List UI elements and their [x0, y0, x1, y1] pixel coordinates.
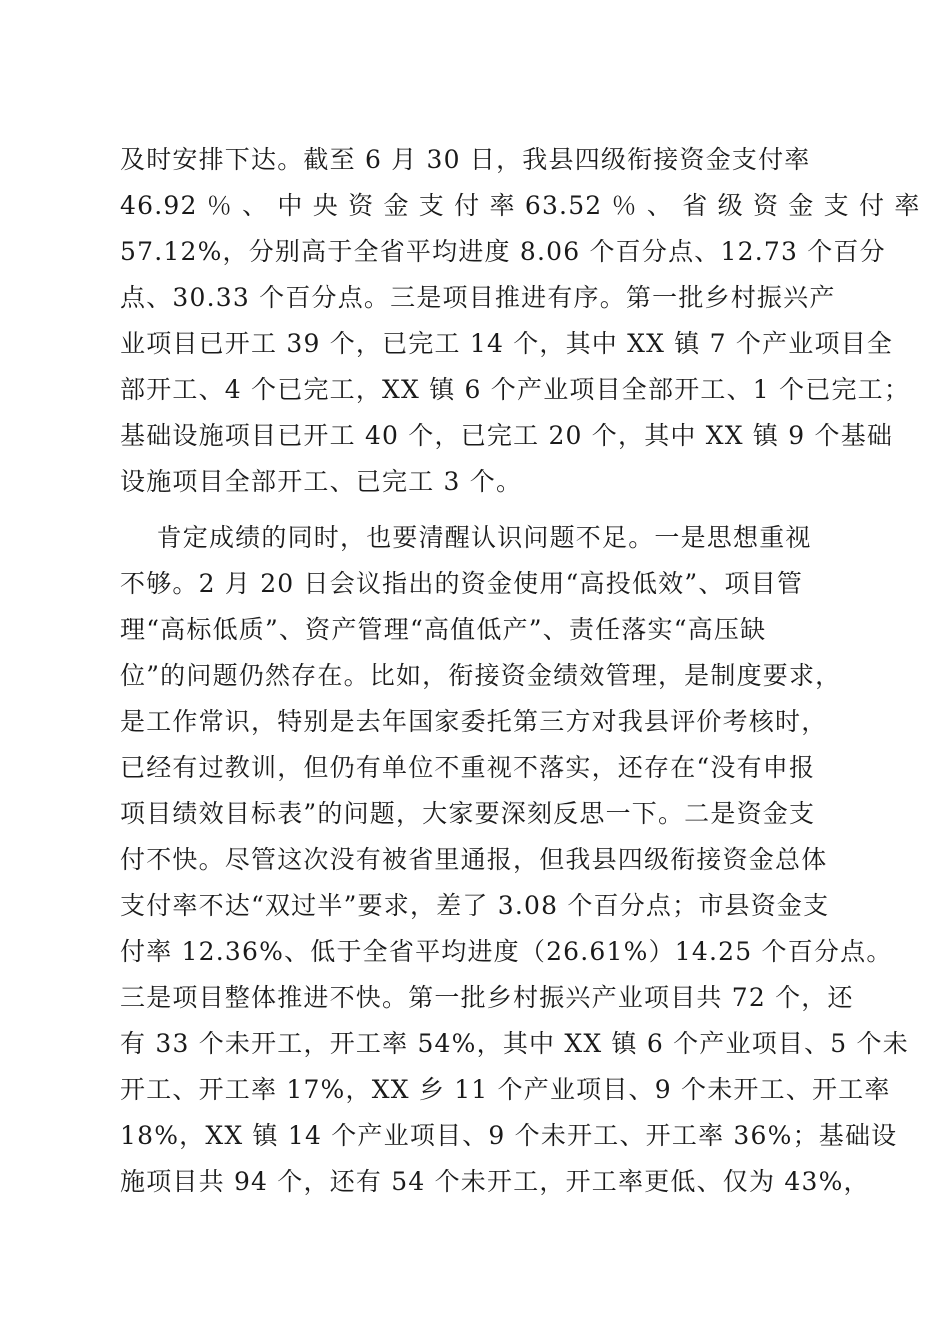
text-line: 支付率不达“双过半”要求，差了 3.08 个百分点；市县资金支 — [120, 891, 830, 920]
document-body — [120, 137, 921, 1205]
paragraph-2 — [120, 515, 909, 1205]
text-line: 三是项目整体推进不快。第一批乡村振兴产业项目共 72 个，还 — [120, 983, 854, 1012]
text-line: 不够。2 月 20 日会议指出的资金使用“高投低效”、项目管 — [120, 569, 804, 598]
text-line: 已经有过教训，但仍有单位不重视不落实，还存在“没有申报 — [120, 753, 816, 782]
text-line: 付不快。尽管这次没有被省里通报，但我县四级衔接资金总体 — [120, 845, 828, 874]
text-line: 点、30.33 个百分点。三是项目推进有序。第一批乡村振兴产 — [120, 283, 836, 312]
text-line: 是工作常识，特别是去年国家委托第三方对我县评价考核时， — [120, 707, 828, 736]
text-line: 基础设施项目已开工 40 个，已完工 20 个，其中 XX 镇 9 个基础 — [120, 421, 894, 450]
text-line: 46.92 ％ 、 中 央 资 金 支 付 率 63.52 ％ 、 省 级 资 金 支 付 率 — [120, 191, 921, 220]
text-line: 付率 12.36%、低于全省平均进度（26.61%）14.25 个百分点。 — [120, 937, 893, 966]
text-line: 施项目共 94 个，还有 54 个未开工，开工率更低、仅为 43%， — [120, 1167, 870, 1196]
text-line: 项目绩效目标表”的问题，大家要深刻反思一下。二是资金支 — [120, 799, 816, 828]
text-line: 理“高标低质”、资产管理“高值低产”、责任落实“高压缺 — [120, 615, 767, 644]
paragraph-gap — [120, 505, 840, 515]
text-line: 及时安排下达。截至 6 月 30 日，我县四级衔接资金支付率 — [120, 145, 811, 174]
text-line: 开工、开工率 17%，XX 乡 11 个产业项目、9 个未开工、开工率 — [120, 1075, 891, 1104]
text-line: 位”的问题仍然存在。比如，衔接资金绩效管理，是制度要求， — [120, 661, 842, 690]
paragraph-1 — [120, 137, 921, 505]
text-line: 57.12%，分别高于全省平均进度 8.06 个百分点、12.73 个百分 — [120, 237, 886, 266]
text-line: 部开工、4 个已完工，XX 镇 6 个产业项目全部开工、1 个已完工； — [120, 375, 911, 404]
text-line: 设施项目全部开工、已完工 3 个。 — [120, 467, 523, 496]
text-line: 业项目已开工 39 个，已完工 14 个，其中 XX 镇 7 个产业项目全 — [120, 329, 894, 358]
text-line: 有 33 个未开工，开工率 54%，其中 XX 镇 6 个产业项目、5 个未 — [120, 1029, 909, 1058]
text-line: 肯定成绩的同时，也要清醒认识问题不足。一是思想重视 — [120, 523, 812, 552]
text-line: 18%，XX 镇 14 个产业项目、9 个未开工、开工率 36%；基础设 — [120, 1121, 898, 1150]
